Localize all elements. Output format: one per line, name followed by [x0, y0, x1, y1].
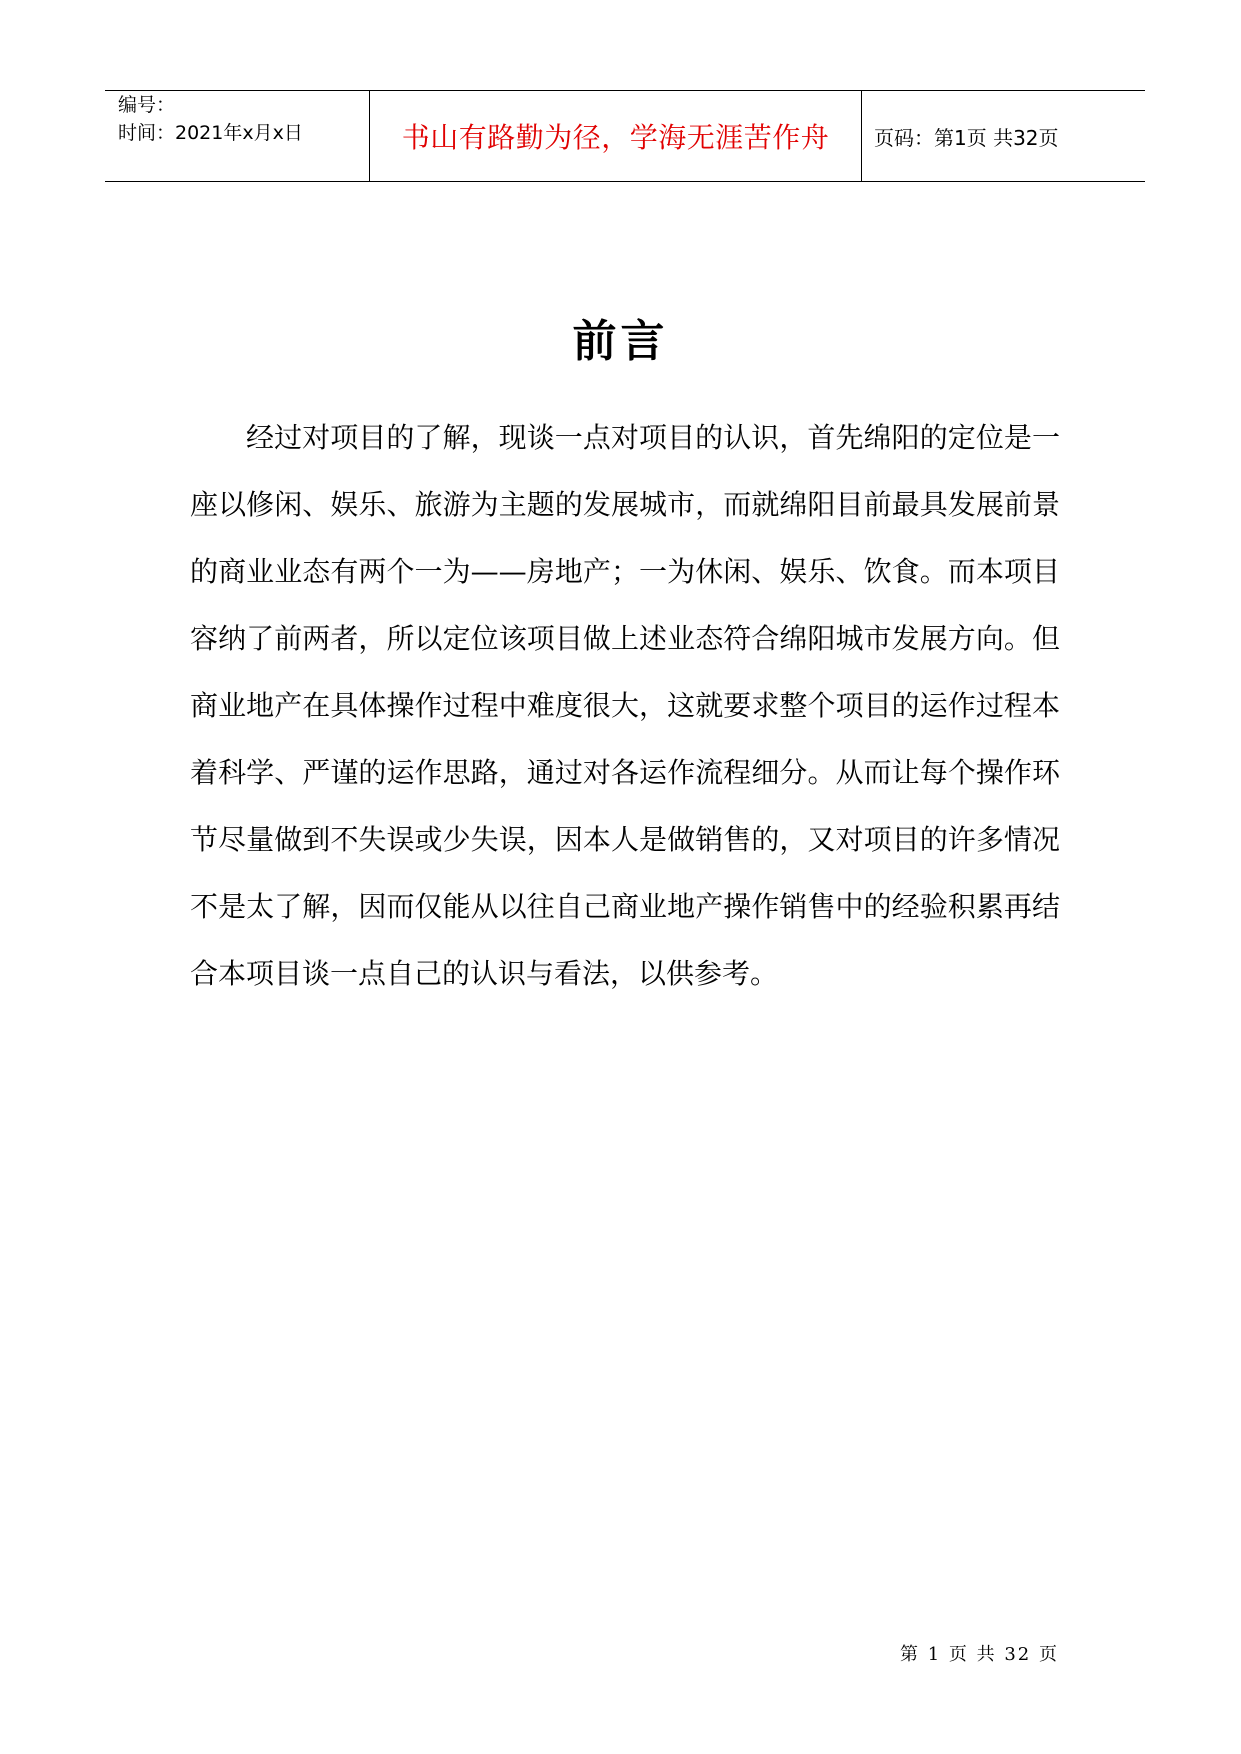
page-title: 前言 [572, 316, 669, 367]
body-paragraph: 经过对项目的了解，现谈一点对项目的认识，首先绵阳的定位是一座以修闲、娱乐、旅游为主题的发展城市，而就绵阳目前最具发展前景的商业业态有两个一为——房地产；一为休闲、娱乐、饮食。而本项目容纳了前两者，所以定位该项目做上述业态符合绵阳城市发展方向。但商业地产在具体操作过程中难度很大，这就要求整个项目的运作过程本着科学、严谨的运作思路，通过对各运作流程细分。从而让每个操作环节尽量做到不失误或少失误，因本人是做销售的，又对项目的许多情况不是太了解，因而仅能从以往自己商业地产操作销售中的经验积累再结合本项目谈一点自己的认识与看法，以供参考。 [190, 421, 1060, 990]
document-time-label: 时间：2021年x月x日 [118, 122, 303, 144]
document-header [105, 90, 1145, 182]
header-motto-cell [370, 91, 862, 181]
document-number-label: 编号： [118, 94, 176, 116]
header-meta-cell [105, 91, 370, 181]
header-page-info: 页码：第1页 共32页 [874, 125, 1059, 150]
header-page-cell [862, 91, 1145, 181]
header-motto: 书山有路勤为径，学海无涯苦作舟 [401, 121, 830, 154]
page-footer: 第 1 页 共 32 页 [900, 1644, 1059, 1665]
